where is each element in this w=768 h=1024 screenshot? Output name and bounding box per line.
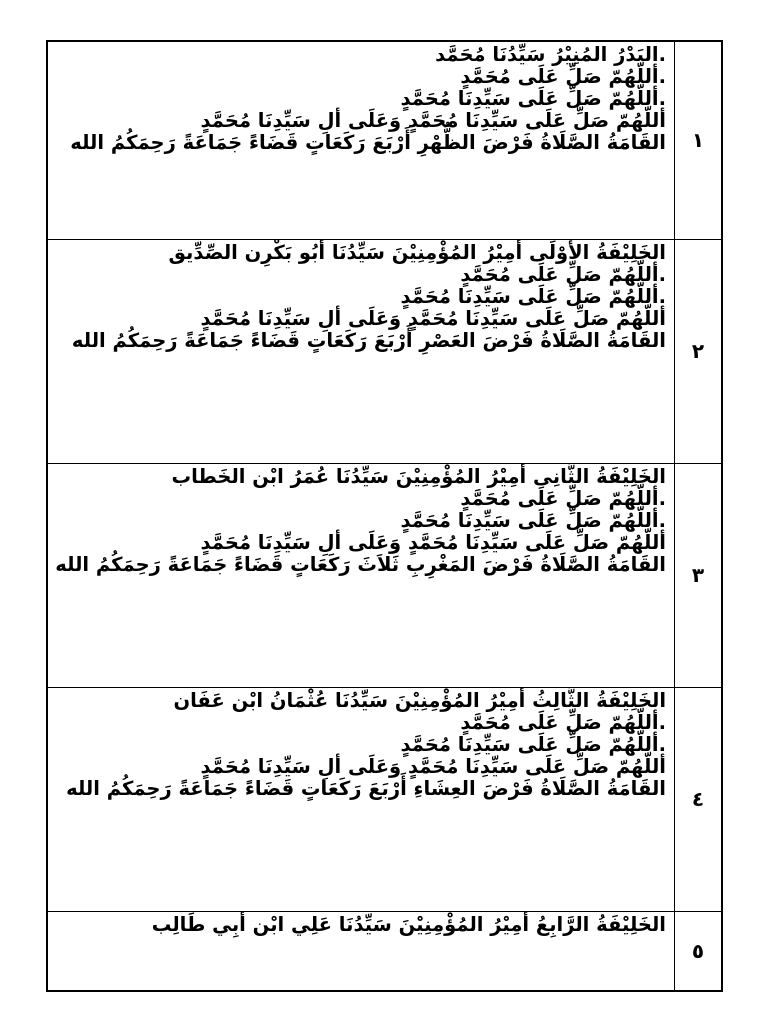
text-line: الخَلِيْفَةُ الأُوْلَى أَمِيْرُ المُؤْمِنِيْنَ سَيِّدُنَا أَبُو بَكْرِن الصِّدِّيق <box>168 240 666 264</box>
row-number: ٣ <box>675 463 723 687</box>
text-line: القَامَةُ الصَّلَاةُ فَرْضَ العِشَاءِ أَرْبَعَ رَكَعَاتٍ قَضَاءً جَمَاعَةً رَحِمَكُمُ الله <box>66 776 666 800</box>
row-number: ١ <box>675 41 723 239</box>
text-line: أللّهُمّ صَلِّ عَلَى سَيِّدِنَا مُحَمَّدٍ وَعَلَى ألِ سَيِّدِنَا مُحَمَّدٍ <box>200 754 666 778</box>
text-line: .أللّهُمّ صَلِّ عَلَى سَيِّدِنَا مُحَمَّدٍ <box>400 732 666 756</box>
text-line: القَامَةُ الصَّلَاةُ فَرْضَ العَصْرِ أَرْبَعَ رَكَعَاتٍ قَضَاءً جَمَاعَةً رَحِمَكُمُ الله <box>71 328 666 352</box>
text-line: .أللّهُمّ صَلِّ عَلَى سَيِّدِنَا مُحَمَّدٍ <box>400 284 666 308</box>
row-text-cell <box>47 239 675 463</box>
row-number: ٢ <box>675 239 723 463</box>
text-line: أللّهُمّ صَلِّ عَلَى سَيِّدِنَا مُحَمَّدٍ وَعَلَى ألِ سَيِّدِنَا مُحَمَّدٍ <box>200 530 666 554</box>
text-line: القَامَةُ الصَّلَاةُ فَرْضَ المَغْرِبِ ثَلاَثَ رَكَعَاتٍ قَضَاءً جَمَاعَةً رَحِمَكُمُ الله <box>55 552 666 576</box>
text-line: .أللّهُمّ صَلِّ عَلَى سَيِّدِنَا مُحَمَّدٍ <box>400 508 666 532</box>
row-text-cell <box>47 463 675 687</box>
row-text-cell <box>47 687 675 911</box>
table-row <box>47 239 722 463</box>
row-text-cell <box>47 911 675 991</box>
text-line: .البَدْرُ المُنِيْرُ سَيِّدُنَا مُحَمَّد <box>435 43 666 66</box>
row-number: ٥ <box>675 911 723 991</box>
table-row <box>47 463 722 687</box>
text-line: القَامَةُ الصَّلَاةُ فَرْضَ الظُّهْرِ أَرْبَعَ رَكَعَاتٍ قَضَاءً جَمَاعَةً رَحِمَكُمُ الله <box>70 131 666 154</box>
text-line: أللّهُمّ صَلِّ عَلَى سَيِّدِنَا مُحَمَّدٍ وَعَلَى ألِ سَيِّدِنَا مُحَمَّدٍ <box>200 109 666 132</box>
text-line: الخَلِيْفَةُ الثَّالِثُ أَمِيْرُ المُؤْمِنِيْنَ سَيِّدُنَا عُثْمَانُ ابْن عَفَان <box>173 688 666 712</box>
text-line: الخَلِيْفَةُ الثَّانِى أَمِيْرُ المُؤْمِنِيْنَ سَيِّدُنَا عُمَرُ ابْن الخَطاب <box>171 464 666 488</box>
table-row <box>47 911 722 991</box>
text-line: .أللّهُمّ صَلِّ عَلَى مُحَمَّدٍ <box>460 710 666 734</box>
text-line: .أللّهُمّ صَلِّ عَلَى مُحَمَّدٍ <box>460 65 666 88</box>
text-line: .أللّهُمّ صَلِّ عَلَى سَيِّدِنَا مُحَمَّدٍ <box>400 87 666 110</box>
text-line: الخَلِيْفَةُ الرَّابِعُ أَمِيْرُ المُؤْمِنِيْنَ سَيِّدُنَا عَلِي ابْن أَبِي طَالِب <box>151 912 666 936</box>
table-row <box>47 687 722 911</box>
text-line: .أللّهُمّ صَلِّ عَلَى مُحَمَّدٍ <box>460 262 666 286</box>
row-text-cell <box>47 41 675 239</box>
row-number: ٤ <box>675 687 723 911</box>
table-row <box>47 41 722 239</box>
text-line: أللّهُمّ صَلِّ عَلَى سَيِّدِنَا مُحَمَّدٍ وَعَلَى ألِ سَيِّدِنَا مُحَمَّدٍ <box>200 306 666 330</box>
text-line: .أللّهُمّ صَلِّ عَلَى مُحَمَّدٍ <box>460 486 666 510</box>
document-table <box>46 40 723 992</box>
